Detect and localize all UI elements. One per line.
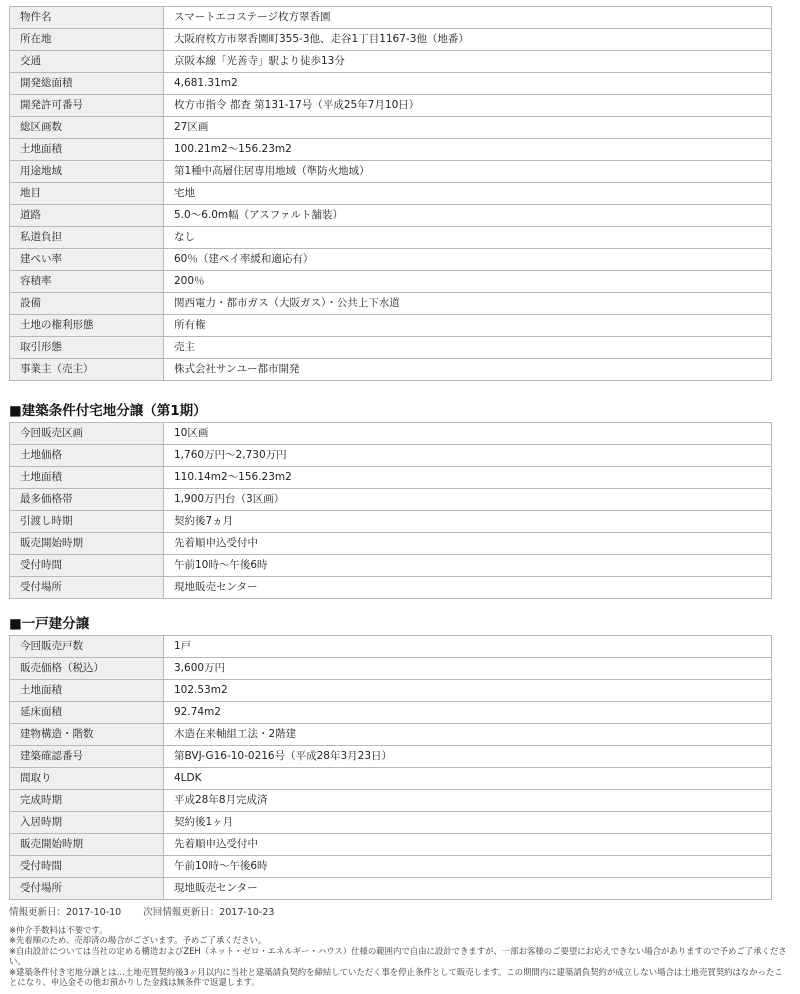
property-value: 200％ [164, 271, 772, 293]
house-label: 入居時期 [10, 812, 164, 834]
house-row [10, 746, 772, 768]
lots-label: 引渡し時期 [10, 511, 164, 533]
property-row [10, 271, 772, 293]
lots-value: 現地販売センター [164, 577, 772, 599]
house-label: 土地面積 [10, 680, 164, 702]
house-value: 現地販売センター [164, 878, 772, 900]
lots-value: 1,760万円〜2,730万円 [164, 445, 772, 467]
house-row [10, 790, 772, 812]
property-row [10, 337, 772, 359]
house-label: 完成時期 [10, 790, 164, 812]
property-row [10, 139, 772, 161]
property-value: 60％（建ペイ率緩和適応有） [164, 249, 772, 271]
property-label: 地目 [10, 183, 164, 205]
house-row [10, 724, 772, 746]
lots-row [10, 445, 772, 467]
property-label: 開発許可番号 [10, 95, 164, 117]
note-line: ※仲介手数料は不要です。 [9, 925, 108, 935]
property-row [10, 7, 772, 29]
lots-row [10, 555, 772, 577]
house-value: 92.74m2 [164, 702, 772, 724]
house-value: 1戸 [164, 636, 772, 658]
property-label: 取引形態 [10, 337, 164, 359]
lots-value: 10区画 [164, 423, 772, 445]
house-label: 今回販売戸数 [10, 636, 164, 658]
property-row [10, 73, 772, 95]
house-label: 販売開始時期 [10, 834, 164, 856]
property-label: 設備 [10, 293, 164, 315]
lots-label: 受付場所 [10, 577, 164, 599]
property-label: 所在地 [10, 29, 164, 51]
note-line: ※先着順のため、売却済の場合がございます。予めご了承ください。 [9, 935, 267, 946]
house-label: 受付時間 [10, 856, 164, 878]
property-value: 100.21m2〜156.23m2 [164, 139, 772, 161]
lots-section-title: ■建築条件付宅地分譲（第1期） [9, 403, 207, 419]
property-row [10, 183, 772, 205]
property-value: 大阪府枚方市翠香園町355-3他、走谷1丁目1167-3他（地番） [164, 29, 772, 51]
property-value: 4,681.31m2 [164, 73, 772, 95]
house-row [10, 878, 772, 900]
update-date: 情報更新日：2017-10-10 [9, 907, 122, 918]
notes [9, 925, 789, 987]
property-row [10, 293, 772, 315]
property-label: 開発総面積 [10, 73, 164, 95]
house-value: 3,600万円 [164, 658, 772, 680]
lots-value: 午前10時〜午後6時 [164, 555, 772, 577]
house-row [10, 702, 772, 724]
property-value: なし [164, 227, 772, 249]
house-label: 延床面積 [10, 702, 164, 724]
lots-value: 契約後7ヵ月 [164, 511, 772, 533]
house-value: 契約後1ヶ月 [164, 812, 772, 834]
property-value: 第1種中高層住居専用地域（準防火地域） [164, 161, 772, 183]
property-value: 5.0〜6.0m幅（アスファルト舗装） [164, 205, 772, 227]
lots-row [10, 423, 772, 445]
lots-label: 最多価格帯 [10, 489, 164, 511]
house-value: 平成28年8月完成済 [164, 790, 772, 812]
property-row [10, 315, 772, 337]
house-row [10, 856, 772, 878]
lots-label: 今回販売区画 [10, 423, 164, 445]
property-label: 用途地域 [10, 161, 164, 183]
house-label: 販売価格（税込） [10, 658, 164, 680]
house-label: 建築確認番号 [10, 746, 164, 768]
property-row [10, 227, 772, 249]
lots-row [10, 489, 772, 511]
note-line: ※建築条件付き宅地分譲とは…土地売買契約後3ヶ月以内に当社と建築請負契約を締結していただく事を停止条件として販売します。この期間内に建築請負契約が成立しない場合は土地売買契約はなかったことになり、申込金その他お預かりした金銭は無条件で返還します。 [9, 966, 783, 988]
property-label: 容積率 [10, 271, 164, 293]
house-value: 先着順申込受付中 [164, 834, 772, 856]
property-row [10, 51, 772, 73]
house-row [10, 658, 772, 680]
property-label: 総区画数 [10, 117, 164, 139]
lots-label: 土地価格 [10, 445, 164, 467]
property-value: 京阪本線「光善寺」駅より徒歩13分 [164, 51, 772, 73]
lots-row [10, 511, 772, 533]
property-label: 私道負担 [10, 227, 164, 249]
house-value: 4LDK [164, 768, 772, 790]
house-table [9, 635, 772, 900]
property-label: 事業主（売主） [10, 359, 164, 381]
lots-row [10, 533, 772, 555]
lots-label: 販売開始時期 [10, 533, 164, 555]
house-label: 間取り [10, 768, 164, 790]
property-label: 物件名 [10, 7, 164, 29]
property-label: 交通 [10, 51, 164, 73]
next-update-date: 次回情報更新日：2017-10-23 [143, 907, 275, 918]
property-overview-table [9, 6, 772, 381]
property-value: 関西電力・都市ガス（大阪ガス）・公共上下水道 [164, 293, 772, 315]
lots-table [9, 422, 772, 599]
property-row [10, 161, 772, 183]
property-label: 土地の権利形態 [10, 315, 164, 337]
property-value: 売主 [164, 337, 772, 359]
house-row [10, 636, 772, 658]
property-value: 枚方市指令 都査 第131-17号（平成25年7月10日） [164, 95, 772, 117]
house-row [10, 812, 772, 834]
lots-value: 110.14m2〜156.23m2 [164, 467, 772, 489]
property-value: 宅地 [164, 183, 772, 205]
house-label: 受付場所 [10, 878, 164, 900]
lots-value: 先着順申込受付中 [164, 533, 772, 555]
house-row [10, 768, 772, 790]
property-row [10, 205, 772, 227]
property-value: スマートエコステージ枚方翠香園 [164, 7, 772, 29]
property-value: 所有権 [164, 315, 772, 337]
house-value: 102.53m2 [164, 680, 772, 702]
property-label: 道路 [10, 205, 164, 227]
house-value: 第BVJ-G16-10-0216号（平成28年3月23日） [164, 746, 772, 768]
house-section-title: ■一戸建分譲 [9, 616, 90, 632]
house-value: 午前10時〜午後6時 [164, 856, 772, 878]
property-row [10, 359, 772, 381]
property-row [10, 117, 772, 139]
note-line: ※自由設計については当社の定める構造およびZEH（ネット・ゼロ・エネルギー・ハウス）仕様の範囲内で自由に設計できますが、一部お客様のご要望にお応えできない場合がありますので予めご了承ください。 [9, 945, 787, 967]
lots-label: 土地面積 [10, 467, 164, 489]
update-info [9, 904, 274, 918]
property-row [10, 95, 772, 117]
house-row [10, 680, 772, 702]
property-label: 土地面積 [10, 139, 164, 161]
house-row [10, 834, 772, 856]
property-label: 建ぺい率 [10, 249, 164, 271]
property-value: 27区画 [164, 117, 772, 139]
lots-row [10, 577, 772, 599]
property-row [10, 29, 772, 51]
house-label: 建物構造・階数 [10, 724, 164, 746]
lots-value: 1,900万円台（3区画） [164, 489, 772, 511]
lots-row [10, 467, 772, 489]
property-value: 株式会社サンユー都市開発 [164, 359, 772, 381]
lots-label: 受付時間 [10, 555, 164, 577]
house-value: 木造在来軸組工法・2階建 [164, 724, 772, 746]
property-row [10, 249, 772, 271]
